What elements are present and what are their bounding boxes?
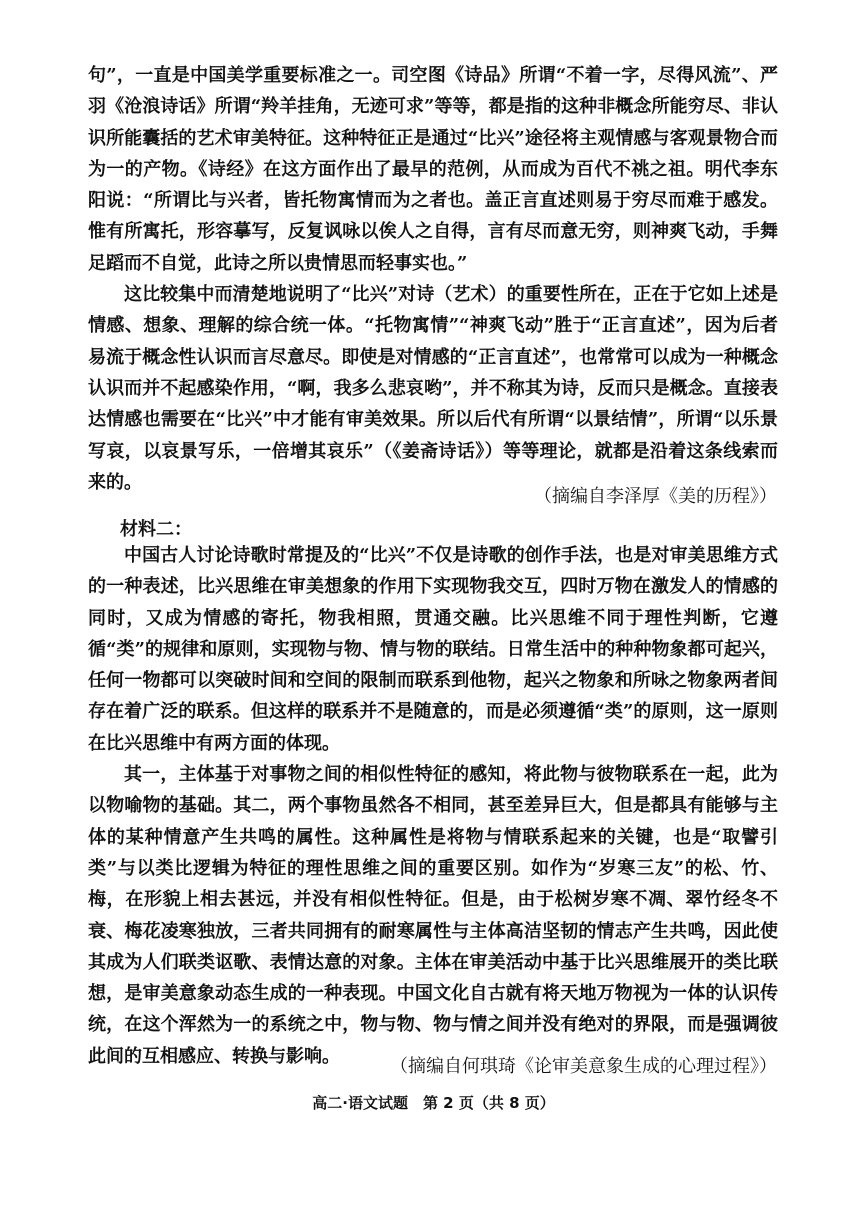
page-footer: 高二·语文试题 第 2 页（共 8 页） — [312, 1094, 555, 1112]
material2-source: （摘编自何琪琦《论审美意象生成的心理过程》） — [390, 1056, 777, 1077]
material2-body — [88, 540, 778, 1072]
material1-continuation-paragraph: 句”，一直是中国美学重要标准之一。司空图《诗品》所谓“不着一字，尽得风流”、严羽《沧浪诗话》所谓“羚羊挂角，无迹可求”等等，都是指的这种非概念所能穷尽、非认识所能囊括的艺术审美特征。这种特征正是通过“比兴”途径将主观情感与客观景物合而为一的产物。《诗经》在这方面作出了最早的范例，从而成为百代不祧之祖。明代李东阳说：“所谓比与兴者，皆托物寓情而为之者也。盖正言直述则易于穷尽而难于感发。惟有所寓托，形容摹写，反复讽咏以俟人之自得，言有尽而意无穷，则神爽飞动，手舞足蹈而不自觉，此诗之所以贵情思而轻事实也。” — [88, 65, 778, 274]
material2-paragraph-2: 其一，主体基于对事物之间的相似性特征的感知，将此物与彼物联系在一起，此为以物喻物的基础。其二，两个事物虽然各不相同，甚至差异巨大，但是都具有能够与主体的某种情意产生共鸣的属性。这种属性是将物与情联系起来的关键，也是“取譬引类”与以类比逻辑为特征的理性思维之间的重要区别。如作为“岁寒三友”的松、竹、梅，在形貌上相去甚远，并没有相似性特征。但是，由于松树岁寒不凋、翠竹经冬不衰、梅花凌寒独放，三者共同拥有的耐寒属性与主体高洁坚韧的情志产生共鸣，因此使其成为人们联类讴歌、表情达意的对象。主体在审美活动中基于比兴思维展开的类比联想，是审美意象动态生成的一种表现。中国文化自古就有将天地万物视为一体的认识传统，在这个浑然为一的系统之中，物与物、物与情之间并没有绝对的界限，而是强调彼此间的互相感应、转换与影响。 — [88, 764, 778, 1067]
material2-label: 材料二： — [120, 519, 192, 540]
material1-source: （摘编自李泽厚《美的历程》） — [534, 486, 777, 507]
material1-continuation-block — [88, 60, 778, 498]
material1-paragraph-2: 这比较集中而清楚地说明了“比兴”对诗（艺术）的重要性所在，正在于它如上述是情感、想象、理解的综合统一体。“托物寓情”“神爽飞动”胜于“正言直述”，因为后者易流于概念性认识而言尽意尽。即使是对情感的“正言直述”，也常常可以成为一种概念认识而并不起感染作用，“啊，我多么悲哀哟”，并不称其为诗，反而只是概念。直接表达情感也需要在“比兴”中才能有审美效果。所以后代有所谓“以景结情”，所谓“以乐景写哀，以哀景写乐，一倍增其哀乐”（《姜斋诗话》）等等理论，就都是沿着这条线索而来的。 — [88, 284, 778, 493]
material2-paragraph-1: 中国古人讨论诗歌时常提及的“比兴”不仅是诗歌的创作手法，也是对审美思维方式的一种表述，比兴思维在审美想象的作用下实现物我交互，四时万物在激发人的情感的同时，又成为情感的寄托，物我相照，贯通交融。比兴思维不同于理性判断，它遵循“类”的规律和原则，实现物与物、情与物的联结。日常生活中的种种物象都可起兴，任何一物都可以突破时间和空间的限制而联系到他物，起兴之物象和所咏之物象两者间存在着广泛的联系。但这样的联系并不是随意的，而是必须遵循“类”的原则，这一原则在比兴思维中有两方面的体现。 — [88, 545, 778, 754]
